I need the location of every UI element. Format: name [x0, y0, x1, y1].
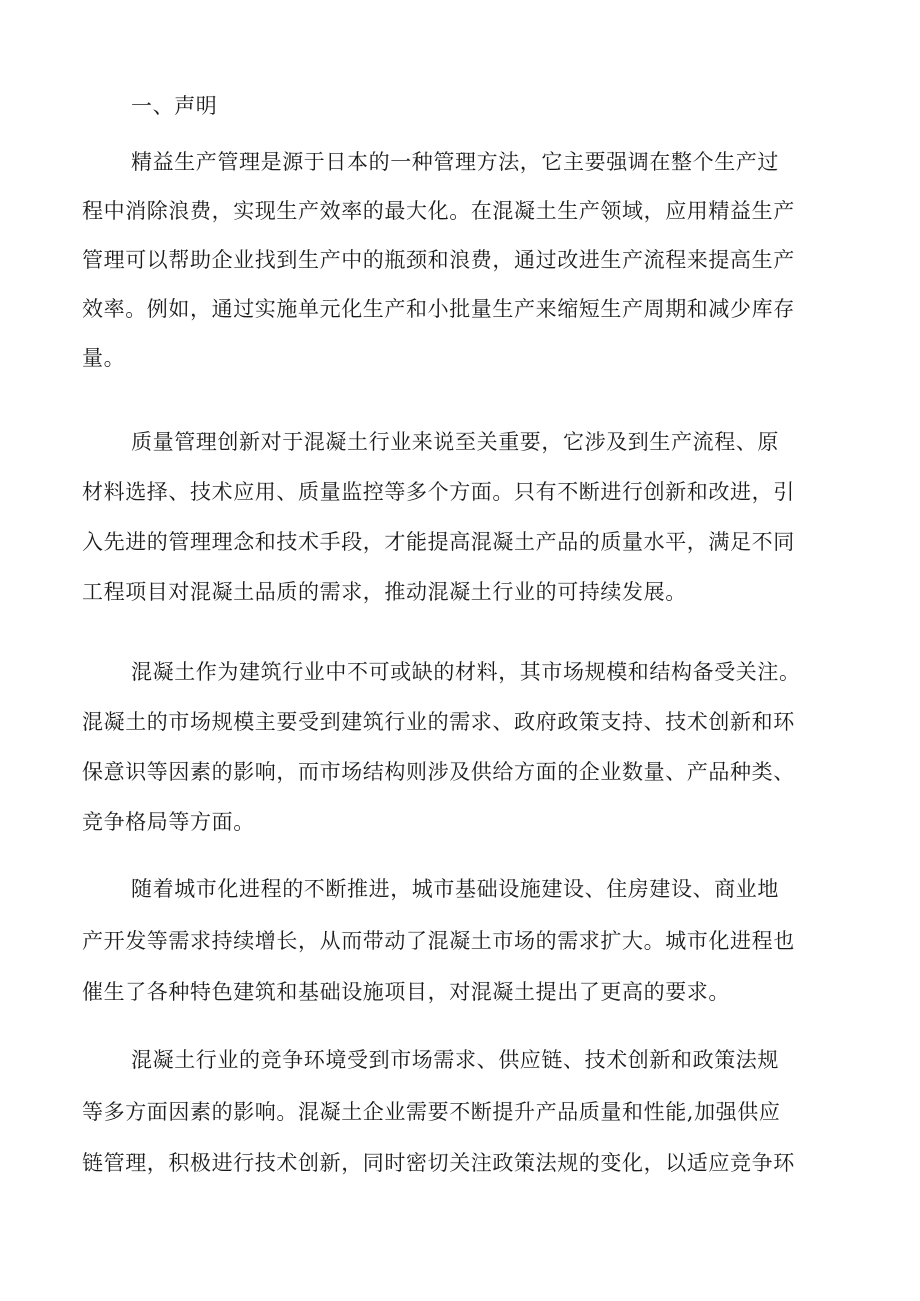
- paragraph-line: 精益生产管理是源于日本的一种管理方法，它主要强调在整个生产过: [131, 150, 779, 174]
- paragraph-line: 管理可以帮助企业找到生产中的瓶颈和浪费，通过改进生产流程来提高生产: [82, 248, 795, 272]
- paragraph-line: 混凝土的市场规模主要受到建筑行业的需求、政府政策支持、技术创新和环: [82, 710, 795, 734]
- paragraph-line: 量。: [82, 346, 126, 370]
- paragraph-line: 程中消除浪费，实现生产效率的最大化。在混凝土生产领域，应用精益生产: [82, 199, 795, 223]
- section-heading: 一、声明: [131, 94, 218, 118]
- paragraph-line: 混凝土行业的竞争环境受到市场需求、供应链、技术创新和政策法规: [131, 1048, 779, 1072]
- paragraph-line: 材料选择、技术应用、质量监控等多个方面。只有不断进行创新和改进，引: [82, 480, 795, 504]
- paragraph-line: 保意识等因素的影响，而市场结构则涉及供给方面的企业数量、产品种类、: [82, 760, 795, 784]
- paragraph-line: 随着城市化进程的不断推进，城市基础设施建设、住房建设、商业地: [131, 877, 779, 901]
- paragraph-line: 等多方面因素的影响。混凝土企业需要不断提升产品质量和性能,加强供应: [82, 1100, 781, 1124]
- paragraph-line: 产开发等需求持续增长，从而带动了混凝土市场的需求扩大。城市化进程也: [82, 929, 795, 953]
- paragraph-line: 入先进的管理理念和技术手段，才能提高混凝土产品的质量水平，满足不同: [82, 530, 795, 554]
- paragraph-line: 链管理，积极进行技术创新，同时密切关注政策法规的变化，以适应竞争环: [82, 1151, 795, 1175]
- paragraph-line: 工程项目对混凝土品质的需求，推动混凝土行业的可持续发展。: [82, 580, 687, 604]
- paragraph-line: 质量管理创新对于混凝土行业来说至关重要，它涉及到生产流程、原: [131, 430, 779, 454]
- paragraph-line: 催生了各种特色建筑和基础设施项目，对混凝土提出了更高的要求。: [82, 980, 730, 1004]
- paragraph-line: 效率。例如，通过实施单元化生产和小批量生产来缩短生产周期和减少库存: [82, 297, 795, 321]
- paragraph-line: 竞争格局等方面。: [82, 810, 255, 834]
- paragraph-line: 混凝土作为建筑行业中不可或缺的材料，其市场规模和结构备受关注。: [131, 660, 801, 684]
